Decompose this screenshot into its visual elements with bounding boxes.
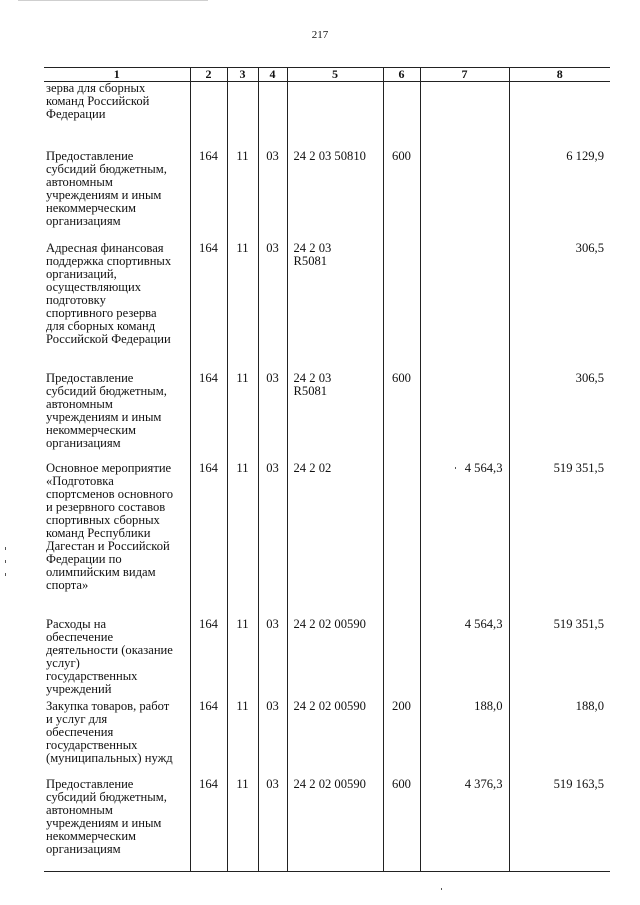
row-pr: 03 (258, 778, 287, 872)
row-col8: 306,5 (509, 372, 610, 462)
table-row (44, 242, 610, 372)
table-row (44, 618, 610, 700)
row-csr (287, 372, 383, 462)
row-rz: 11 (227, 778, 258, 872)
row-ved: 164 (190, 618, 227, 700)
row-ved: 164 (190, 778, 227, 872)
row-col8: 519 163,5 (509, 778, 610, 872)
row-ved: 164 (190, 150, 227, 242)
header-col-4: 4 (258, 68, 287, 82)
table-row (44, 150, 610, 242)
scan-speck (5, 547, 6, 550)
row-name-text: Адресная финансовая поддержка спортивных организаций, осуществляющих подготовку спортивного резерва для сборных команд Российской Федерации (46, 240, 172, 346)
row-vr (383, 618, 420, 700)
row-col7: 188,0 (420, 700, 509, 778)
row-name-text: Предоставление субсидий бюджетным, автономным учреждениям и иным некоммерческим организациям (46, 776, 167, 856)
row-col7 (420, 242, 509, 372)
row-col8 (509, 82, 610, 150)
row-vr: 600 (383, 778, 420, 872)
row-vr: 600 (383, 150, 420, 242)
row-pr: 03 (258, 462, 287, 618)
row-col8: 519 351,5 (509, 462, 610, 618)
table-row (44, 462, 610, 618)
row-vr (383, 82, 420, 150)
row-name (44, 150, 190, 242)
row-vr: 200 (383, 700, 420, 778)
row-csr: 24 2 02 00590 (287, 618, 383, 700)
header-col-7: 7 (420, 68, 509, 82)
table-row (44, 778, 610, 872)
row-name-text: Предоставление субсидий бюджетным, автономным учреждениям и иным некоммерческим организациям (46, 370, 167, 450)
row-rz: 11 (227, 700, 258, 778)
table-row (44, 82, 610, 150)
row-name (44, 462, 190, 618)
scan-speck (5, 573, 6, 576)
budget-table (44, 67, 610, 872)
row-csr: 24 2 02 00590 (287, 700, 383, 778)
row-pr: 03 (258, 372, 287, 462)
row-name-text: Закупка товаров, работ и услуг для обеспечения государственных (муниципальных) нужд (46, 698, 173, 765)
row-vr (383, 242, 420, 372)
row-vr (383, 462, 420, 618)
row-pr (258, 82, 287, 150)
row-col7: 4 376,3 (420, 778, 509, 872)
row-rz: 11 (227, 372, 258, 462)
row-col7 (420, 82, 509, 150)
header-col-5: 5 (287, 68, 383, 82)
page-number: 217 (311, 29, 329, 41)
row-rz (227, 82, 258, 150)
row-col8: 306,5 (509, 242, 610, 372)
row-col7: 4 564,3 (420, 462, 509, 618)
row-csr-text: 24 2 03 R5081 (293, 240, 332, 268)
row-ved (190, 82, 227, 150)
row-csr (287, 82, 383, 150)
header-col-8: 8 (509, 68, 610, 82)
row-name (44, 700, 190, 778)
row-rz: 11 (227, 242, 258, 372)
scan-speck (455, 467, 456, 469)
row-vr: 600 (383, 372, 420, 462)
header-col-1: 1 (44, 68, 190, 82)
row-pr: 03 (258, 150, 287, 242)
scan-speck (5, 560, 6, 563)
row-name (44, 618, 190, 700)
row-col7 (420, 372, 509, 462)
row-col7 (420, 150, 509, 242)
row-name (44, 372, 190, 462)
row-csr: 24 2 03 50810 (287, 150, 383, 242)
scan-speck (441, 888, 442, 890)
row-col8: 6 129,9 (509, 150, 610, 242)
row-pr: 03 (258, 700, 287, 778)
row-col7: 4 564,3 (420, 618, 509, 700)
row-csr-text: 24 2 03 R5081 (293, 370, 332, 398)
scan-edge-line (18, 0, 208, 1)
row-name (44, 82, 190, 150)
row-rz: 11 (227, 462, 258, 618)
row-csr: 24 2 02 (287, 462, 383, 618)
row-name-text: Расходы на обеспечение деятельности (оказание услуг) государственных учреждений (46, 616, 173, 696)
row-name (44, 242, 190, 372)
row-ved: 164 (190, 462, 227, 618)
row-name-text: Основное мероприятие «Подготовка спортсменов основного и резервного составов спортивных сборных команд Республики Дагестан и Российской Федерации по олимпийским видам спорта» (46, 460, 174, 592)
row-name (44, 778, 190, 872)
header-col-3: 3 (227, 68, 258, 82)
row-col8: 519 351,5 (509, 618, 610, 700)
table-row (44, 700, 610, 778)
row-ved: 164 (190, 700, 227, 778)
row-csr (287, 242, 383, 372)
row-pr: 03 (258, 242, 287, 372)
table-header-row (44, 68, 610, 82)
row-rz: 11 (227, 150, 258, 242)
row-name-text: Предоставление субсидий бюджетным, автономным учреждениям и иным некоммерческим организациям (46, 148, 167, 228)
row-name-text: зерва для сборных команд Российской Федерации (46, 81, 150, 121)
table-row (44, 372, 610, 462)
row-csr: 24 2 02 00590 (287, 778, 383, 872)
row-ved: 164 (190, 242, 227, 372)
row-col8: 188,0 (509, 700, 610, 778)
row-pr: 03 (258, 618, 287, 700)
row-rz: 11 (227, 618, 258, 700)
header-col-6: 6 (383, 68, 420, 82)
header-col-2: 2 (190, 68, 227, 82)
row-ved: 164 (190, 372, 227, 462)
